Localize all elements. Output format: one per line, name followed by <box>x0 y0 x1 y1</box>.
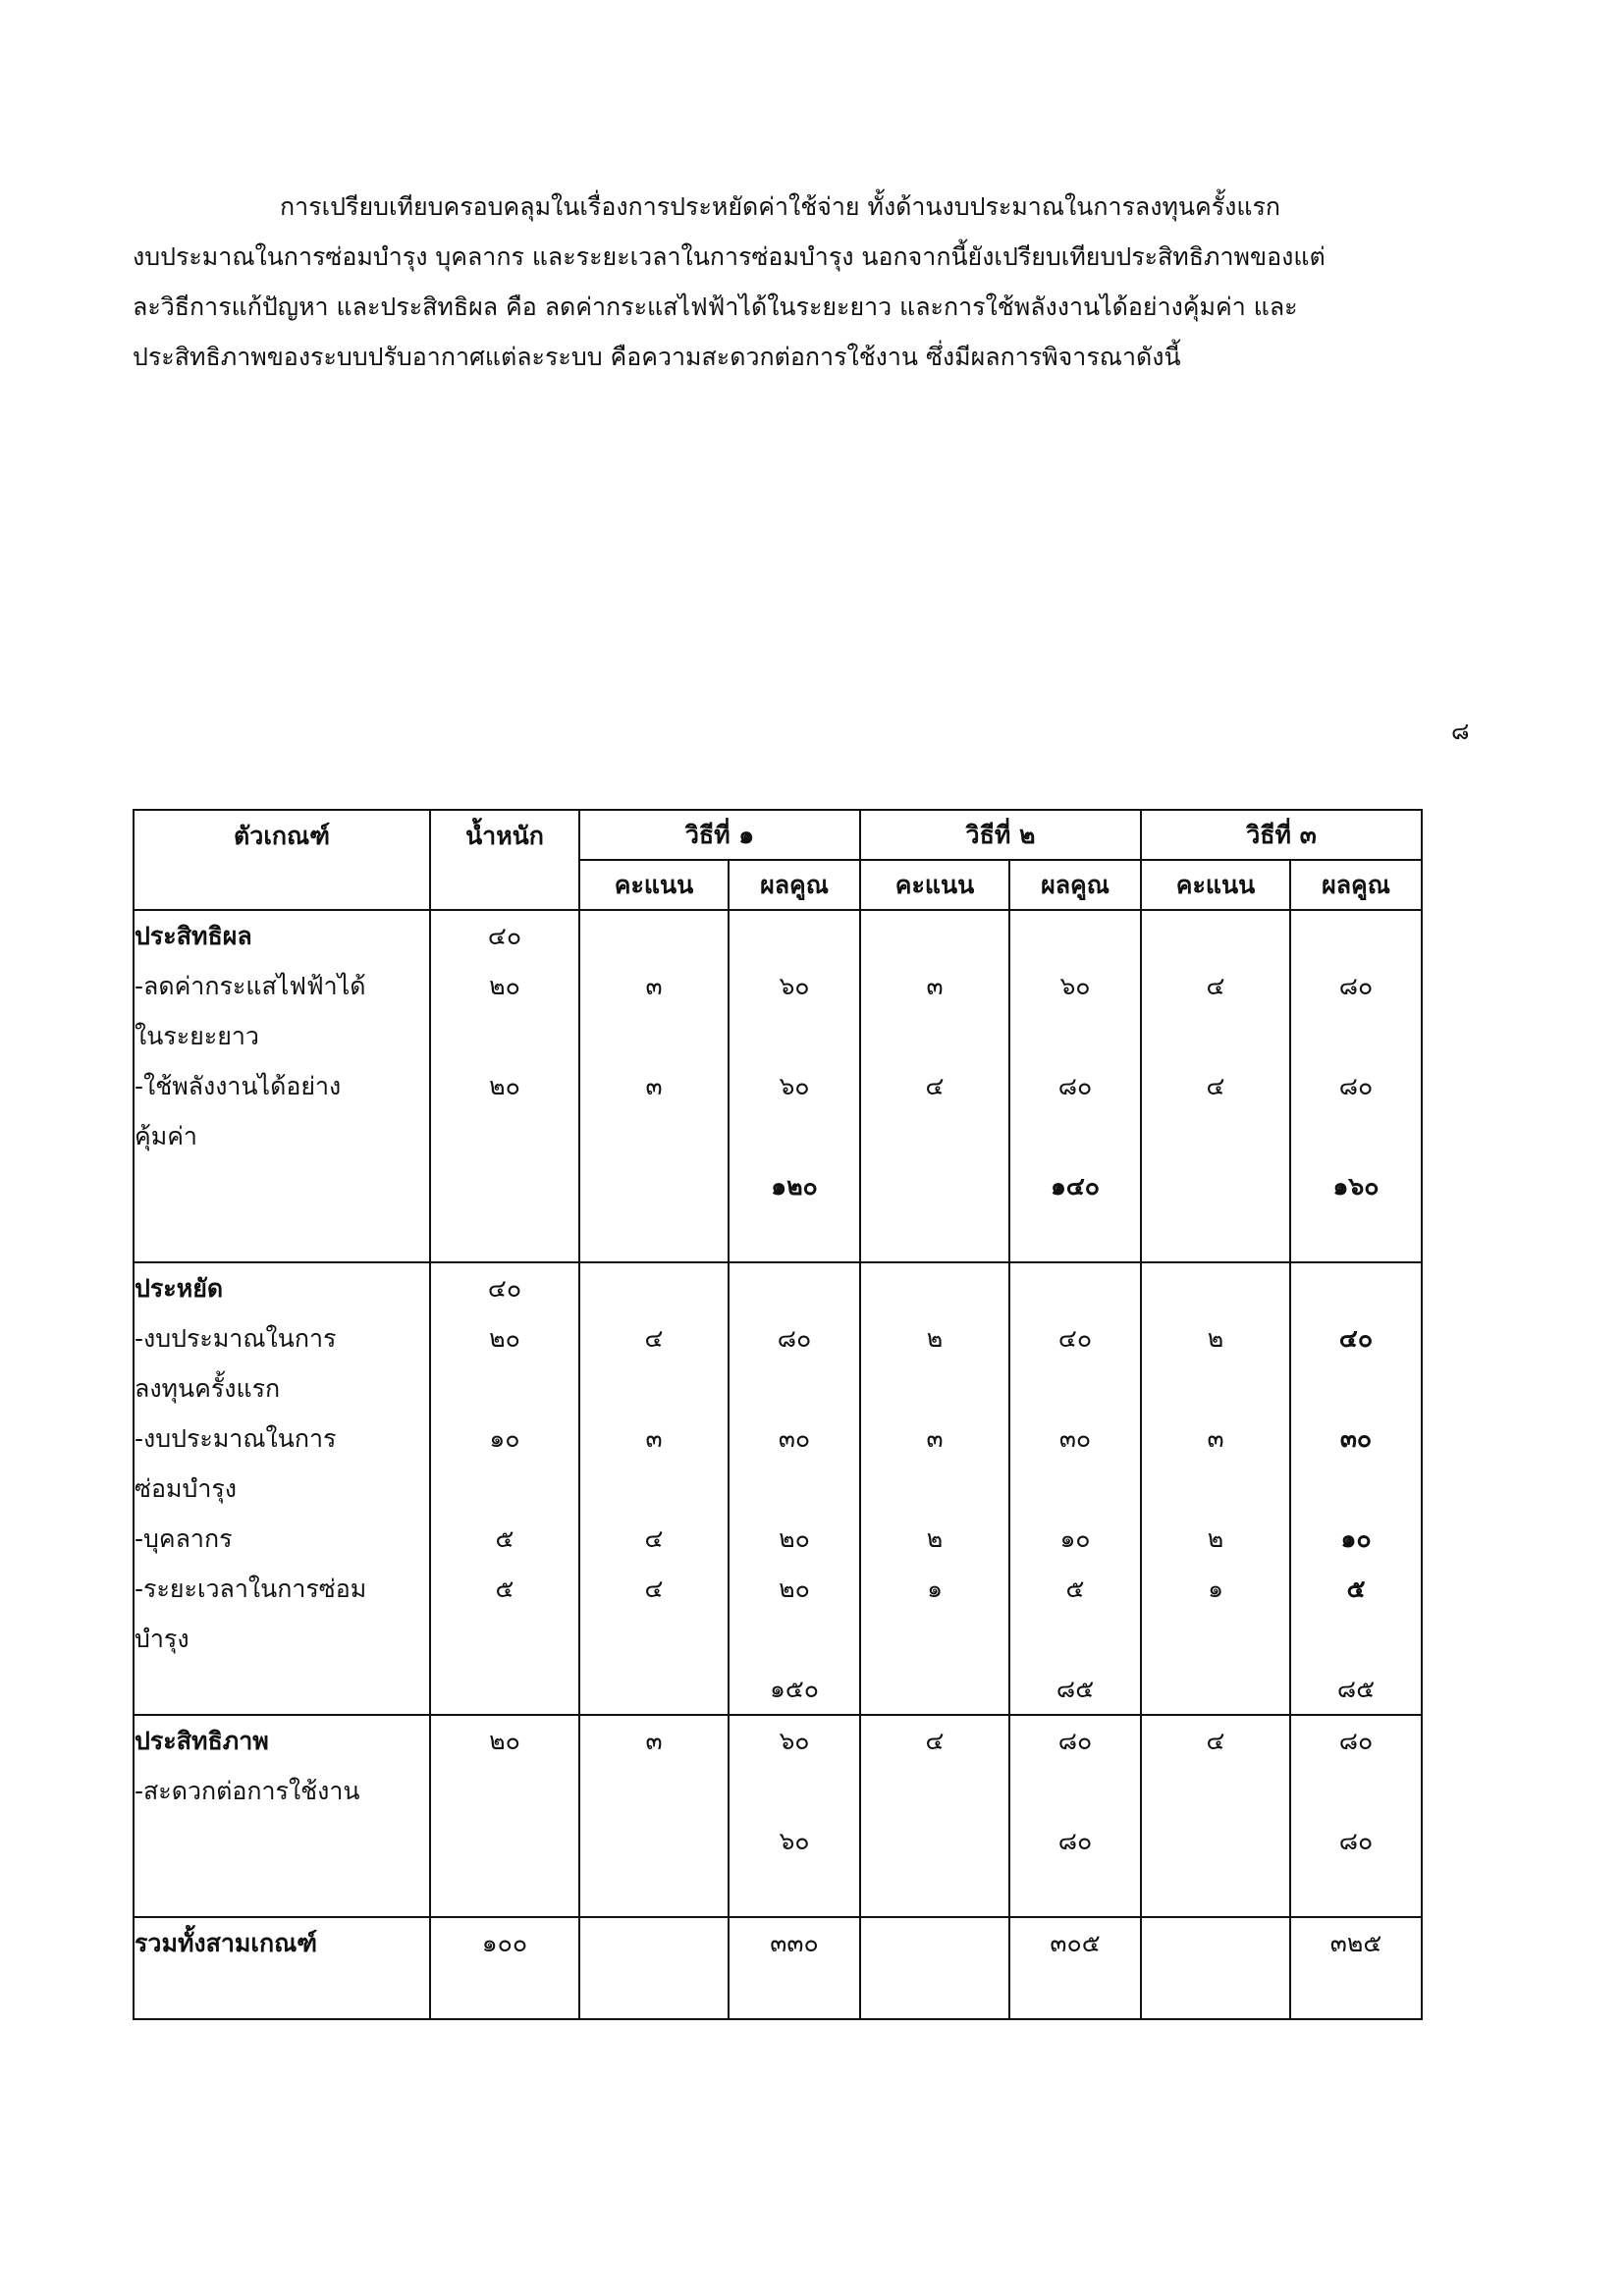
value-line <box>580 911 728 961</box>
value-line: ๒ <box>926 1324 944 1353</box>
method-3-product-cell <box>1290 910 1422 1262</box>
header-score: คะแนน <box>579 860 729 910</box>
value-line <box>1142 911 1289 961</box>
value-line <box>1142 1363 1289 1414</box>
spacer-line <box>1010 1968 1140 2018</box>
value-line <box>1010 1866 1140 1916</box>
value-line <box>1010 1464 1140 1514</box>
value-line: ๔๐ <box>487 1274 522 1303</box>
method-3-score-cell <box>1141 910 1290 1262</box>
criteria-cell <box>134 1262 430 1715</box>
criteria-line <box>135 1211 429 1261</box>
value-line: ๖๐ <box>1059 972 1091 1000</box>
value-line <box>1142 1766 1289 1816</box>
weight-cell <box>430 910 579 1262</box>
spacer-line <box>861 1968 1008 2018</box>
total-value: ๓๓๐ <box>770 1929 819 1957</box>
value-line: ๔ <box>925 1072 945 1100</box>
value-line <box>1291 1866 1421 1916</box>
value-line: ๓ <box>645 972 663 1000</box>
total-label: รวมทั้งสามเกณฑ์ <box>135 1929 318 1957</box>
total-value: ๑๐๐ <box>481 1929 528 1957</box>
spacer-line <box>1142 1968 1289 2018</box>
spacer-line <box>580 1968 728 2018</box>
header-weight: น้ำหนัก <box>430 810 579 910</box>
header-product: ผลคูณ <box>1009 860 1141 910</box>
value-line: ๓ <box>645 1727 663 1755</box>
value-line: ๓๐ <box>778 1424 811 1453</box>
value-line <box>861 1161 1008 1211</box>
method-1-product-cell <box>729 1715 860 1917</box>
value-line <box>580 1263 728 1313</box>
total-value <box>580 1918 728 1968</box>
table-row <box>134 910 1422 1262</box>
value-line <box>861 1664 1008 1714</box>
value-line: ๑๐ <box>489 1424 520 1453</box>
method-2-score-cell <box>860 1917 1009 2019</box>
value-line: ๘๕ <box>1336 1675 1376 1703</box>
criteria-line: -บุคลากร <box>135 1524 233 1553</box>
value-line <box>730 1211 859 1261</box>
value-line <box>431 1664 578 1714</box>
intro-paragraph <box>133 182 1488 382</box>
method-2-product-cell <box>1009 1262 1141 1715</box>
value-line <box>730 1263 859 1313</box>
value-line <box>1142 1263 1289 1313</box>
value-line <box>1291 1111 1421 1161</box>
table-row <box>134 1715 1422 1917</box>
criteria-line <box>135 1816 429 1866</box>
criteria-line: ลงทุนครั้งแรก <box>135 1374 281 1403</box>
value-line: ๒๐ <box>489 972 520 1000</box>
value-line <box>1010 1614 1140 1664</box>
method-2-score-cell <box>860 1262 1009 1715</box>
value-line: ๑๒๐ <box>771 1172 818 1201</box>
method-2-product-cell <box>1009 1917 1141 2019</box>
weight-cell <box>430 1262 579 1715</box>
criteria-table <box>133 809 1423 2020</box>
criteria-line: ซ่อมบำรุง <box>135 1474 238 1503</box>
weight-cell <box>430 1715 579 1917</box>
value-line <box>580 1766 728 1816</box>
value-line <box>580 1614 728 1664</box>
total-value <box>1142 1918 1289 1968</box>
value-line: ๔๐ <box>1338 1324 1374 1353</box>
value-line <box>730 1866 859 1916</box>
value-line <box>1010 911 1140 961</box>
table-header-row <box>134 810 1422 860</box>
value-line: ๕ <box>495 1524 514 1553</box>
paragraph-line: การเปรียบเทียบครอบคลุมในเรื่องการประหยัดค่าใช้จ่าย ทั้งด้านงบประมาณในการลงทุนครั้งแรก <box>280 192 1281 221</box>
value-line <box>1142 1111 1289 1161</box>
value-line <box>1291 1363 1421 1414</box>
criteria-line: -ใช้พลังงานได้อย่าง <box>135 1072 342 1100</box>
value-line: ๒๐ <box>489 1727 520 1755</box>
value-line <box>861 1263 1008 1313</box>
value-line: ๔ <box>1206 972 1225 1000</box>
value-line: ๔ <box>644 1575 664 1603</box>
criteria-line: บำรุง <box>135 1625 189 1653</box>
value-line: ๑ <box>927 1575 943 1603</box>
value-line: ๓ <box>1207 1424 1224 1453</box>
header-product: ผลคูณ <box>1290 860 1422 910</box>
value-line: ๑ <box>1208 1575 1223 1603</box>
value-line: ๓ <box>926 972 944 1000</box>
value-line: ๔ <box>644 1524 664 1553</box>
value-line <box>1142 1866 1289 1916</box>
value-line: ๒๐ <box>779 1575 810 1603</box>
value-line: ๔๐ <box>487 922 522 950</box>
method-3-product-cell <box>1290 1262 1422 1715</box>
method-3-product-cell <box>1290 1715 1422 1917</box>
value-line: ๒๐ <box>489 1072 520 1100</box>
value-line: ๑๐ <box>1059 1524 1091 1553</box>
value-line <box>861 911 1008 961</box>
method-1-product-cell <box>729 1917 860 2019</box>
value-line <box>1142 1614 1289 1664</box>
value-line <box>730 911 859 961</box>
value-line <box>861 1614 1008 1664</box>
method-1-product-cell <box>729 1262 860 1715</box>
criteria-cell <box>134 1917 430 2019</box>
criteria-line: ประสิทธิภาพ <box>135 1727 269 1755</box>
value-line <box>580 1011 728 1061</box>
header-method-1: วิธีที่ ๑ <box>579 810 860 860</box>
criteria-line <box>135 1664 429 1714</box>
method-2-product-cell <box>1009 1715 1141 1917</box>
spacer-line <box>135 1968 429 2018</box>
header-product: ผลคูณ <box>729 860 860 910</box>
header-score: คะแนน <box>860 860 1009 910</box>
paragraph-line: งบประมาณในการซ่อมบำรุง บุคลากร และระยะเวลาในการซ่อมบำรุง นอกจากนี้ยังเปรียบเทียบประสิทธิภาพของแต่ <box>133 242 1326 271</box>
weight-cell <box>430 1917 579 2019</box>
value-line: ๔ <box>1206 1072 1225 1100</box>
value-line: ๔ <box>1206 1727 1225 1755</box>
value-line: ๓ <box>645 1424 663 1453</box>
paragraph-line: ประสิทธิภาพของระบบปรับอากาศแต่ละระบบ คือความสะดวกต่อการใช้งาน ซึ่งมีผลการพิจารณาดังนี้ <box>133 343 1181 371</box>
value-line: ๑๐ <box>1340 1524 1372 1553</box>
value-line <box>431 1866 578 1916</box>
total-value: ๓๒๕ <box>1329 1929 1382 1957</box>
value-line: ๑๖๐ <box>1332 1172 1380 1201</box>
value-line <box>580 1664 728 1714</box>
value-line: ๓ <box>645 1072 663 1100</box>
value-line: ๖๐ <box>779 1072 810 1100</box>
criteria-line: คุ้มค่า <box>135 1122 197 1150</box>
value-line <box>1142 1161 1289 1211</box>
value-line <box>580 1211 728 1261</box>
paragraph-line: ละวิธีการแก้ปัญหา และประสิทธิผล คือ ลดค่ากระแสไฟฟ้าได้ในระยะยาว และการใช้พลังงานได้อย่างคุ้มค่า และ <box>133 293 1298 321</box>
value-line <box>730 1363 859 1414</box>
spacer-line <box>730 1968 859 2018</box>
value-line <box>580 1161 728 1211</box>
value-line <box>1142 1011 1289 1061</box>
table-row <box>134 1262 1422 1715</box>
value-line <box>730 1614 859 1664</box>
criteria-line <box>135 1161 429 1211</box>
value-line <box>1291 1011 1421 1061</box>
value-line <box>431 1464 578 1514</box>
value-line <box>1291 1614 1421 1664</box>
value-line: ๘๕ <box>1056 1675 1095 1703</box>
criteria-line: -ลดค่ากระแสไฟฟ้าได้ <box>135 972 366 1000</box>
method-1-score-cell <box>579 1715 729 1917</box>
value-line <box>1142 1211 1289 1261</box>
value-line: ๘๐ <box>1338 1727 1374 1755</box>
value-line: ๔ <box>644 1324 664 1353</box>
value-line <box>730 1464 859 1514</box>
value-line: ๒ <box>1207 1524 1224 1553</box>
value-line <box>861 1866 1008 1916</box>
criteria-line <box>135 1866 429 1916</box>
value-line: ๖๐ <box>779 1727 810 1755</box>
criteria-cell <box>134 1715 430 1917</box>
value-line <box>431 1111 578 1161</box>
value-line <box>1010 1111 1140 1161</box>
value-line: ๘๐ <box>1057 1827 1093 1855</box>
value-line: ๑๕๐ <box>769 1675 820 1703</box>
method-2-score-cell <box>860 1715 1009 1917</box>
header-criteria: ตัวเกณฑ์ <box>134 810 430 910</box>
value-line <box>1291 911 1421 961</box>
header-method-3: วิธีที่ ๓ <box>1141 810 1422 860</box>
method-2-product-cell <box>1009 910 1141 1262</box>
value-line <box>431 1766 578 1816</box>
method-1-product-cell <box>729 910 860 1262</box>
value-line <box>730 1766 859 1816</box>
value-line <box>1291 1211 1421 1261</box>
value-line: ๘๐ <box>1057 1072 1093 1100</box>
table-total-row <box>134 1917 1422 2019</box>
value-line <box>861 1464 1008 1514</box>
criteria-line: ประหยัด <box>135 1274 224 1303</box>
value-line: ๘๐ <box>1338 1072 1374 1100</box>
value-line: ๘๐ <box>1057 1727 1093 1755</box>
value-line <box>431 1363 578 1414</box>
value-line <box>861 1211 1008 1261</box>
value-line: ๓๐ <box>1339 1424 1373 1453</box>
spacer-line <box>1291 1968 1421 2018</box>
value-line: ๒๐ <box>489 1324 520 1353</box>
value-line: ๑๔๐ <box>1050 1172 1101 1201</box>
page-number: ๘ <box>1451 718 1470 745</box>
value-line <box>1010 1011 1140 1061</box>
value-line: ๘๐ <box>1338 972 1374 1000</box>
value-line <box>861 1111 1008 1161</box>
value-line <box>1291 1766 1421 1816</box>
value-line <box>580 1363 728 1414</box>
value-line <box>580 1816 728 1866</box>
value-line: ๖๐ <box>779 1827 810 1855</box>
value-line <box>1142 1464 1289 1514</box>
value-line <box>861 1363 1008 1414</box>
criteria-line: -งบประมาณในการ <box>135 1424 337 1453</box>
method-3-score-cell <box>1141 1715 1290 1917</box>
value-line: ๕ <box>1346 1575 1366 1603</box>
criteria-line: -สะดวกต่อการใช้งาน <box>135 1777 360 1805</box>
value-line <box>431 1816 578 1866</box>
value-line: ๖๐ <box>779 972 810 1000</box>
value-line <box>1010 1766 1140 1816</box>
header-score: คะแนน <box>1141 860 1290 910</box>
value-line <box>580 1866 728 1916</box>
method-3-score-cell <box>1141 1917 1290 2019</box>
spacer-line <box>431 1968 578 2018</box>
value-line <box>861 1011 1008 1061</box>
header-method-2: วิธีที่ ๒ <box>860 810 1141 860</box>
value-line <box>431 1211 578 1261</box>
method-1-score-cell <box>579 1917 729 2019</box>
value-line <box>1291 1464 1421 1514</box>
value-line <box>431 1614 578 1664</box>
value-line <box>1291 1263 1421 1313</box>
value-line: ๕ <box>1065 1575 1085 1603</box>
value-line <box>431 1011 578 1061</box>
value-line: ๒ <box>926 1524 944 1553</box>
value-line: ๓ <box>926 1424 944 1453</box>
value-line <box>1142 1816 1289 1866</box>
method-1-score-cell <box>579 1262 729 1715</box>
method-1-score-cell <box>579 910 729 1262</box>
total-value <box>861 1918 1008 1968</box>
value-line <box>1010 1263 1140 1313</box>
value-line: ๔ <box>925 1727 945 1755</box>
value-line <box>861 1816 1008 1866</box>
value-line <box>1010 1363 1140 1414</box>
total-value: ๓๐๕ <box>1050 1929 1101 1957</box>
value-line: ๔๐ <box>1057 1324 1093 1353</box>
criteria-line: ในระยะยาว <box>135 1022 259 1050</box>
value-line <box>730 1111 859 1161</box>
value-line: ๘๐ <box>777 1324 812 1353</box>
value-line: ๓๐ <box>1058 1424 1092 1453</box>
criteria-cell <box>134 910 430 1262</box>
value-line <box>861 1766 1008 1816</box>
criteria-line: -ระยะเวลาในการซ่อม <box>135 1575 367 1603</box>
value-line: ๒๐ <box>779 1524 810 1553</box>
criteria-line: ประสิทธิผล <box>135 922 252 950</box>
value-line <box>431 1161 578 1211</box>
value-line <box>1142 1664 1289 1714</box>
criteria-line: -งบประมาณในการ <box>135 1324 337 1353</box>
value-line <box>580 1464 728 1514</box>
value-line <box>580 1111 728 1161</box>
value-line <box>1010 1211 1140 1261</box>
value-line: ๕ <box>495 1575 514 1603</box>
method-3-product-cell <box>1290 1917 1422 2019</box>
value-line: ๘๐ <box>1338 1827 1374 1855</box>
value-line: ๒ <box>1207 1324 1224 1353</box>
method-2-score-cell <box>860 910 1009 1262</box>
value-line <box>730 1011 859 1061</box>
method-3-score-cell <box>1141 1262 1290 1715</box>
